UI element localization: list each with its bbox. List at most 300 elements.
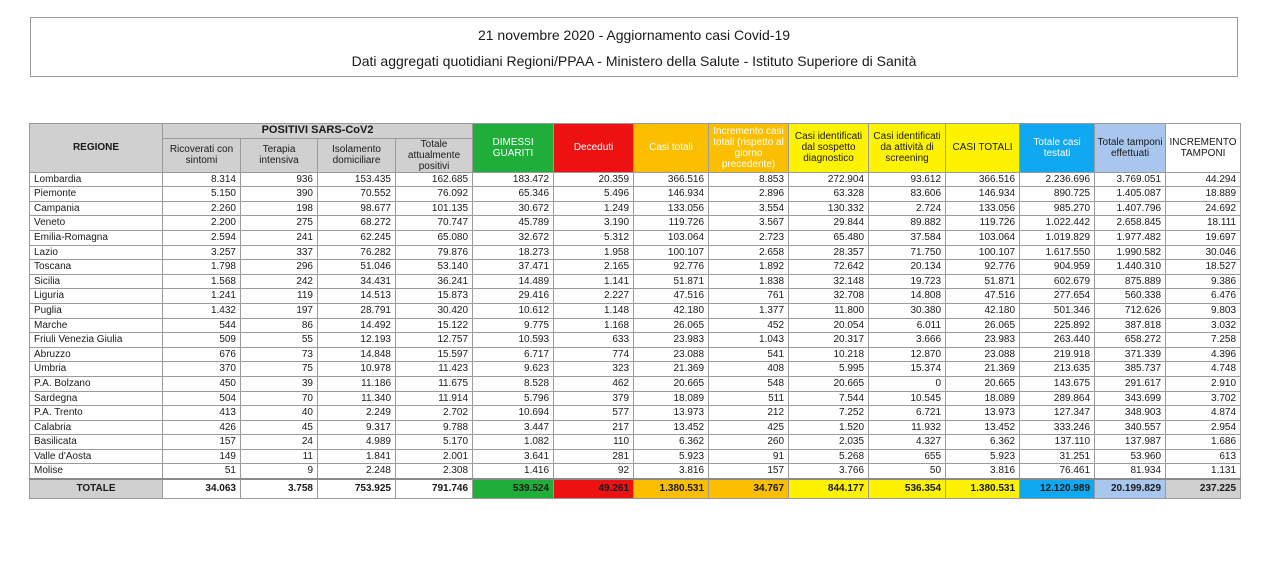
table-cell: 9.386 [1166,274,1241,289]
covid-data-table [29,123,1241,499]
table-cell: 13.973 [946,406,1020,421]
header-dimessi: DIMESSI GUARITI [473,124,554,173]
table-cell: 137.987 [1095,435,1166,450]
table-cell: 1.148 [554,303,634,318]
table-cell: 36.241 [396,274,473,289]
table-cell: 450 [163,376,241,391]
table-cell: 3.190 [554,216,634,231]
table-cell: 289.864 [1020,391,1095,406]
table-cell: 1.241 [163,289,241,304]
table-cell: 130.332 [789,201,869,216]
table-cell: 100.107 [634,245,709,260]
table-cell: 127.347 [1020,406,1095,421]
table-cell: 23.983 [946,333,1020,348]
table-cell: 3.567 [709,216,789,231]
table-cell: 1.841 [318,449,396,464]
table-cell: 20.665 [789,376,869,391]
table-cell: 340.557 [1095,420,1166,435]
table-row [30,260,1241,275]
table-cell: 83.606 [869,187,946,202]
table-cell: 275 [241,216,318,231]
region-name: Friuli Venezia Giulia [30,333,163,348]
table-cell: 20.134 [869,260,946,275]
table-row [30,245,1241,260]
table-cell: 30.420 [396,303,473,318]
table-cell: 68.272 [318,216,396,231]
table-cell: 5.312 [554,230,634,245]
table-cell: 14.492 [318,318,396,333]
table-cell: 81.934 [1095,464,1166,479]
table-cell: 577 [554,406,634,421]
table-cell: 7.258 [1166,333,1241,348]
table-cell: 8.528 [473,376,554,391]
header-screening: Casi identificati da attività di screening [869,124,946,173]
header-totale-positivi: Totale attualmente positivi [396,138,473,172]
table-cell: 15.873 [396,289,473,304]
region-name: Liguria [30,289,163,304]
table-cell: 14.808 [869,289,946,304]
region-name: Toscana [30,260,163,275]
table-cell: 890.725 [1020,187,1095,202]
table-cell: 2.227 [554,289,634,304]
region-name: Molise [30,464,163,479]
header-incremento-tamponi: INCREMENTO TAMPONI [1166,124,1241,173]
table-cell: 1.082 [473,435,554,450]
region-name: Emilia-Romagna [30,230,163,245]
table-cell: 19.697 [1166,230,1241,245]
table-cell: 98.677 [318,201,396,216]
table-cell: 5.496 [554,187,634,202]
table-cell: 20.359 [554,172,634,187]
table-cell: 19.723 [869,274,946,289]
table-cell: 712.626 [1095,303,1166,318]
table-row [30,201,1241,216]
table-cell: 197 [241,303,318,318]
table-cell: 281 [554,449,634,464]
table-cell: 26.065 [634,318,709,333]
table-cell: 6.476 [1166,289,1241,304]
table-cell: 86 [241,318,318,333]
total-cell: 34.767 [709,479,789,499]
table-cell: 2.702 [396,406,473,421]
total-cell: 20.199.829 [1095,479,1166,499]
table-cell: 511 [709,391,789,406]
table-cell: 2.200 [163,216,241,231]
table-row [30,318,1241,333]
total-cell: 1.380.531 [634,479,709,499]
table-row [30,216,1241,231]
table-cell: 92 [554,464,634,479]
table-row [30,420,1241,435]
table-cell: 149 [163,449,241,464]
table-cell: 2.248 [318,464,396,479]
table-cell: 32.708 [789,289,869,304]
table-cell: 89.882 [869,216,946,231]
table-cell: 15.597 [396,347,473,362]
table-cell: 1.141 [554,274,634,289]
total-cell: 791.746 [396,479,473,499]
table-cell: 2.723 [709,230,789,245]
table-cell: 76.092 [396,187,473,202]
region-name: Abruzzo [30,347,163,362]
table-row [30,347,1241,362]
table-cell: 426 [163,420,241,435]
table-cell: 296 [241,260,318,275]
table-cell: 157 [163,435,241,450]
table-cell: 14.848 [318,347,396,362]
table-cell: 8.314 [163,172,241,187]
table-cell: 137.110 [1020,435,1095,450]
table-cell: 936 [241,172,318,187]
table-cell: 5.923 [946,449,1020,464]
header-ricoverati: Ricoverati con sintomi [163,138,241,172]
table-row [30,230,1241,245]
header-terapia: Terapia intensiva [241,138,318,172]
region-name: Marche [30,318,163,333]
table-cell: 408 [709,362,789,377]
table-cell: 11.800 [789,303,869,318]
table-row [30,187,1241,202]
table-cell: 153.435 [318,172,396,187]
table-cell: 676 [163,347,241,362]
table-cell: 23.088 [946,347,1020,362]
table-cell: 2.260 [163,201,241,216]
table-cell: 509 [163,333,241,348]
table-cell: 774 [554,347,634,362]
table-cell: 277.654 [1020,289,1095,304]
table-cell: 21.369 [634,362,709,377]
table-cell: 10.545 [869,391,946,406]
table-cell: 28.357 [789,245,869,260]
table-cell: 3.766 [789,464,869,479]
table-cell: 101.135 [396,201,473,216]
table-cell: 6.011 [869,318,946,333]
table-cell: 47.516 [946,289,1020,304]
report-title: 21 novembre 2020 - Aggiornamento casi Covid-19 [477,27,791,43]
table-cell: 42.180 [946,303,1020,318]
table-cell: 47.516 [634,289,709,304]
table-cell: 4.327 [869,435,946,450]
region-name: Sardegna [30,391,163,406]
table-cell: 1.022.442 [1020,216,1095,231]
region-name: Sicilia [30,274,163,289]
table-cell: 162.685 [396,172,473,187]
table-cell: 2.236.696 [1020,172,1095,187]
table-cell: 79.876 [396,245,473,260]
table-cell: 62.245 [318,230,396,245]
table-cell: 6.721 [869,406,946,421]
table-cell: 2.724 [869,201,946,216]
total-cell: 12.120.989 [1020,479,1095,499]
table-cell: 1.168 [554,318,634,333]
table-cell: 12.193 [318,333,396,348]
table-cell: 50 [869,464,946,479]
table-cell: 6.362 [946,435,1020,450]
table-cell: 11.423 [396,362,473,377]
table-cell: 70.552 [318,187,396,202]
table-cell: 425 [709,420,789,435]
table-cell: 76.461 [1020,464,1095,479]
table-cell: 1.019.829 [1020,230,1095,245]
table-cell: 4.748 [1166,362,1241,377]
table-cell: 602.679 [1020,274,1095,289]
table-cell: 1.892 [709,260,789,275]
table-cell: 225.892 [1020,318,1095,333]
table-cell: 5.150 [163,187,241,202]
table-cell: 28.791 [318,303,396,318]
table-cell: 370 [163,362,241,377]
table-cell: 11.340 [318,391,396,406]
table-cell: 143.675 [1020,376,1095,391]
table-cell: 15.374 [869,362,946,377]
table-cell: 5.995 [789,362,869,377]
region-name: Umbria [30,362,163,377]
table-cell: 30.046 [1166,245,1241,260]
table-cell: 18.527 [1166,260,1241,275]
table-cell: 18.111 [1166,216,1241,231]
table-cell: 413 [163,406,241,421]
table-cell: 291.617 [1095,376,1166,391]
table-cell: 23.088 [634,347,709,362]
table-cell: 183.472 [473,172,554,187]
table-cell: 157 [709,464,789,479]
table-row [30,289,1241,304]
table-cell: 11.932 [869,420,946,435]
table-cell: 9.803 [1166,303,1241,318]
region-name: Calabria [30,420,163,435]
table-cell: 18.089 [946,391,1020,406]
total-cell: 237.225 [1166,479,1241,499]
table-cell: 15.122 [396,318,473,333]
table-cell: 2.658 [709,245,789,260]
table-cell: 37.471 [473,260,554,275]
table-cell: 198 [241,201,318,216]
report-subtitle: Dati aggregati quotidiani Regioni/PPAA - Ministero della Salute - Istituto Superiore di Sanità [351,53,917,69]
table-cell: 1.990.582 [1095,245,1166,260]
table-cell: 390 [241,187,318,202]
table-cell: 3.032 [1166,318,1241,333]
table-cell: 3.666 [869,333,946,348]
table-cell: 40 [241,406,318,421]
table-cell: 20.665 [634,376,709,391]
header-positivi-group: POSITIVI SARS-CoV2 [163,124,473,139]
table-cell: 2.165 [554,260,634,275]
table-cell: 53.960 [1095,449,1166,464]
table-cell: 76.282 [318,245,396,260]
table-cell: 560.338 [1095,289,1166,304]
table-cell: 42.180 [634,303,709,318]
table-cell: 30.672 [473,201,554,216]
table-cell: 904.959 [1020,260,1095,275]
table-cell: 23.983 [634,333,709,348]
table-cell: 31.251 [1020,449,1095,464]
table-cell: 30.380 [869,303,946,318]
table-cell: 51.871 [634,274,709,289]
table-cell: 11.675 [396,376,473,391]
total-row [30,479,1241,499]
table-cell: 13.452 [634,420,709,435]
table-cell: 53.140 [396,260,473,275]
table-cell: 263.440 [1020,333,1095,348]
table-cell: 213.635 [1020,362,1095,377]
table-cell: 18.089 [634,391,709,406]
table-cell: 6.362 [634,435,709,450]
header-testati: Totale casi testati [1020,124,1095,173]
table-cell: 10.612 [473,303,554,318]
table-cell: 2.658.845 [1095,216,1166,231]
table-cell: 366.516 [946,172,1020,187]
header-regione: REGIONE [30,124,163,173]
table-cell: 133.056 [946,201,1020,216]
table-cell: 44.294 [1166,172,1241,187]
table-cell: 45.789 [473,216,554,231]
table-cell: 371.339 [1095,347,1166,362]
table-cell: 4.396 [1166,347,1241,362]
table-cell: 20.317 [789,333,869,348]
table-cell: 985.270 [1020,201,1095,216]
table-cell: 1.958 [554,245,634,260]
table-row [30,391,1241,406]
table-row [30,435,1241,450]
table-cell: 462 [554,376,634,391]
table-cell: 55 [241,333,318,348]
table-cell: 92.776 [946,260,1020,275]
total-cell: 536.354 [869,479,946,499]
region-name: Lombardia [30,172,163,187]
table-cell: 11 [241,449,318,464]
table-cell: 219.918 [1020,347,1095,362]
table-cell: 541 [709,347,789,362]
table-cell: 37.584 [869,230,946,245]
table-cell: 242 [241,274,318,289]
table-cell: 9 [241,464,318,479]
table-cell: 119 [241,289,318,304]
table-cell: 337 [241,245,318,260]
table-cell: 1.798 [163,260,241,275]
header-tamponi: Totale tamponi effettuati [1095,124,1166,173]
table-cell: 12.870 [869,347,946,362]
table-cell: 146.934 [634,187,709,202]
total-cell: 49.261 [554,479,634,499]
table-cell: 544 [163,318,241,333]
table-cell: 613 [1166,449,1241,464]
table-cell: 32.148 [789,274,869,289]
table-row [30,362,1241,377]
table-cell: 20.665 [946,376,1020,391]
table-cell: 1.686 [1166,435,1241,450]
table-cell: 387.818 [1095,318,1166,333]
table-cell: 63.328 [789,187,869,202]
region-name: Veneto [30,216,163,231]
table-cell: 9.775 [473,318,554,333]
table-cell: 501.346 [1020,303,1095,318]
table-cell: 18.273 [473,245,554,260]
table-cell: 633 [554,333,634,348]
table-cell: 385.737 [1095,362,1166,377]
table-cell: 379 [554,391,634,406]
table-cell: 100.107 [946,245,1020,260]
table-cell: 103.064 [946,230,1020,245]
header-casi-totali: Casi totali [634,124,709,173]
table-cell: 1.432 [163,303,241,318]
region-name: P.A. Bolzano [30,376,163,391]
table-cell: 70.747 [396,216,473,231]
region-name: Valle d'Aosta [30,449,163,464]
table-cell: 12.757 [396,333,473,348]
table-cell: 13.452 [946,420,1020,435]
table-cell: 4.874 [1166,406,1241,421]
table-cell: 51.871 [946,274,1020,289]
region-name: Piemonte [30,187,163,202]
table-cell: 2.249 [318,406,396,421]
total-cell: 539.524 [473,479,554,499]
table-cell: 26.065 [946,318,1020,333]
table-cell: 343.699 [1095,391,1166,406]
table-row [30,449,1241,464]
table-cell: 2.896 [709,187,789,202]
table-cell: 103.064 [634,230,709,245]
table-cell: 5.796 [473,391,554,406]
table-cell: 260 [709,435,789,450]
table-cell: 9.788 [396,420,473,435]
table-cell: 272.904 [789,172,869,187]
table-cell: 875.889 [1095,274,1166,289]
table-cell: 212 [709,406,789,421]
table-cell: 32.672 [473,230,554,245]
region-name: Campania [30,201,163,216]
table-cell: 72.642 [789,260,869,275]
region-name: Basilicata [30,435,163,450]
table-cell: 13.973 [634,406,709,421]
table-cell: 8.853 [709,172,789,187]
table-cell: 241 [241,230,318,245]
table-cell: 20.054 [789,318,869,333]
table-cell: 51.046 [318,260,396,275]
table-cell: 5.268 [789,449,869,464]
table-cell: 71.750 [869,245,946,260]
table-cell: 1.440.310 [1095,260,1166,275]
table-cell: 14.489 [473,274,554,289]
table-cell: 2.001 [396,449,473,464]
table-cell: 348.903 [1095,406,1166,421]
table-cell: 70 [241,391,318,406]
table-cell: 10.593 [473,333,554,348]
table-cell: 5.923 [634,449,709,464]
table-cell: 29.844 [789,216,869,231]
table-cell: 73 [241,347,318,362]
table-cell: 1.568 [163,274,241,289]
table-cell: 1.520 [789,420,869,435]
table-cell: 29.416 [473,289,554,304]
table-cell: 119.726 [634,216,709,231]
table-cell: 1.407.796 [1095,201,1166,216]
header-deceduti: Deceduti [554,124,634,173]
table-cell: 4.989 [318,435,396,450]
table-row [30,274,1241,289]
table-cell: 65.346 [473,187,554,202]
header-incremento-casi: Incremento casi totali (rispetto al giorno precedente) [709,124,789,173]
table-cell: 51 [163,464,241,479]
table-cell: 452 [709,318,789,333]
table-body [30,172,1241,498]
table-cell: 761 [709,289,789,304]
table-cell: 11.914 [396,391,473,406]
table-row [30,333,1241,348]
table-cell: 10.218 [789,347,869,362]
table-cell: 217 [554,420,634,435]
table-cell: 93.612 [869,172,946,187]
table-cell: 2.308 [396,464,473,479]
